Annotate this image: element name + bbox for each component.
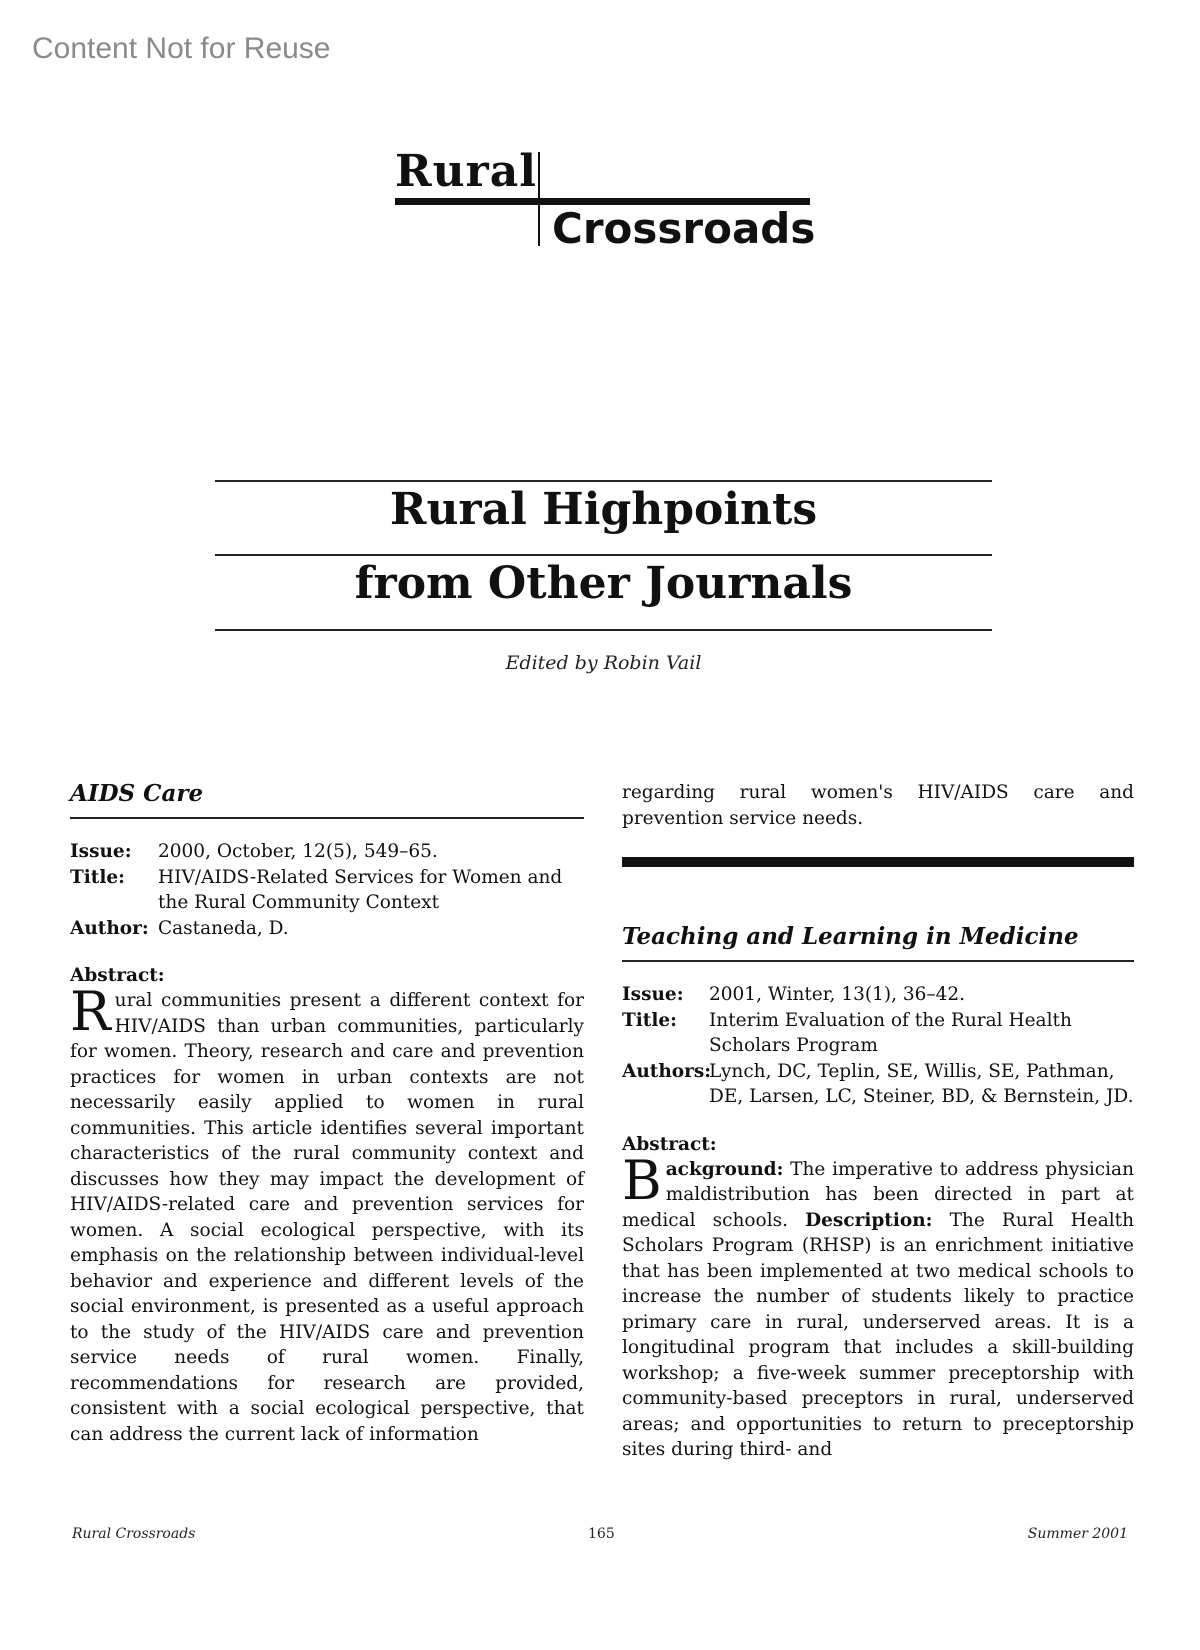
meta-label: Issue: [622, 984, 684, 1005]
meta-author [70, 916, 584, 942]
meta-value: HIV/AIDS-Related Services for Women and the Rural Community Context [158, 866, 563, 913]
page-number: 165 [588, 1526, 615, 1542]
meta-value: 2001, Winter, 13(1), 36–42. [709, 984, 966, 1005]
logo-word-crossroads: Crossroads [552, 204, 816, 253]
journal-name: Teaching and Learning in Medicine [622, 923, 1134, 962]
journal-logo [395, 140, 815, 260]
abstract-label: Abstract: [70, 965, 165, 986]
meta-title [622, 1008, 1134, 1059]
continued-text: regarding rural women's HIV/AIDS care and prevention service needs. [622, 782, 1134, 829]
abstract-body: The Rural Health Scholars Program (RHSP) is an enrichment initiative that has been implemented at two medical schools to increase the number of students likely to practice primary care in rural, underserved areas. It is a longitudinal program that includes a skill-building workshop; a five-week summer preceptorship with community-based preceptors in rural, underserved areas; and opportunities to return to preceptorship sites during third- and [622, 1209, 1135, 1460]
footer-journal: Rural Crossroads [72, 1526, 196, 1542]
section-title-line1: Rural Highpoints [389, 484, 818, 535]
drop-cap: B [622, 1148, 662, 1212]
article-meta [622, 982, 1134, 1110]
title-rule-middle [215, 554, 992, 556]
abstract-body: ural communities present a different context for HIV/AIDS than urban communities, particularly for women. Theory, research and care and prevention practices for women in urban contexts are not necessarily easily applied to women in rural communities. This article identifies several important characteristics of the rural community context and discusses how they may impact the development of HIV/AIDS-related care and prevention services for women. A social ecological perspective, with its emphasis on the relationship between individual-level behavior and experience and different levels of the social environment, is presented as a useful approach to the study of the HIV/AIDS care and prevention service needs of rural women. Finally, recommendations for research are provided, consistent with a social ecological perspective, that can address the current lack of information [70, 990, 584, 1445]
abstract-heading-description: Description: [805, 1209, 933, 1231]
meta-issue [70, 839, 584, 865]
abstract-text [70, 980, 584, 1447]
watermark: Content Not for Reuse [32, 32, 331, 65]
journal-name: AIDS Care [70, 780, 584, 819]
article-separator [622, 857, 1134, 867]
meta-label: Authors: [622, 1060, 712, 1082]
logo-word-rural: Rural [395, 146, 537, 197]
abstract-body: The imperative to address physician maldistribution has been directed in part at medical schools. [622, 1158, 1134, 1231]
meta-issue [622, 982, 1134, 1008]
meta-value: Interim Evaluation of the Rural Health Scholars Program [709, 1009, 1072, 1056]
meta-authors [622, 1059, 1134, 1110]
meta-label: Author: [70, 917, 149, 939]
meta-title [70, 865, 584, 916]
abstract-heading-background: ackground: [665, 1158, 784, 1180]
meta-value: Castaneda, D. [158, 917, 289, 939]
right-column [622, 780, 1134, 1463]
editor-credit: Edited by Robin Vail [505, 652, 702, 674]
left-column [70, 780, 584, 1447]
meta-label: Title: [622, 1009, 677, 1031]
meta-value: Lynch, DC, Teplin, SE, Willis, SE, Pathman, DE, Larsen, LC, Steiner, BD, & Bernstein, JD. [709, 1060, 1134, 1107]
footer-issue: Summer 2001 [1027, 1526, 1128, 1542]
section-title-line2: from Other Journals [354, 558, 853, 609]
title-rule-bottom [215, 629, 992, 631]
abstract-label: Abstract: [622, 1133, 717, 1155]
article-meta [70, 839, 584, 941]
meta-label: Title: [70, 866, 125, 888]
meta-value: 2000, October, 12(5), 549–65. [158, 841, 438, 862]
title-rule-top [215, 480, 992, 482]
abstract-text [622, 1148, 1135, 1463]
drop-cap: R [70, 980, 111, 1043]
meta-label: Issue: [70, 841, 132, 862]
